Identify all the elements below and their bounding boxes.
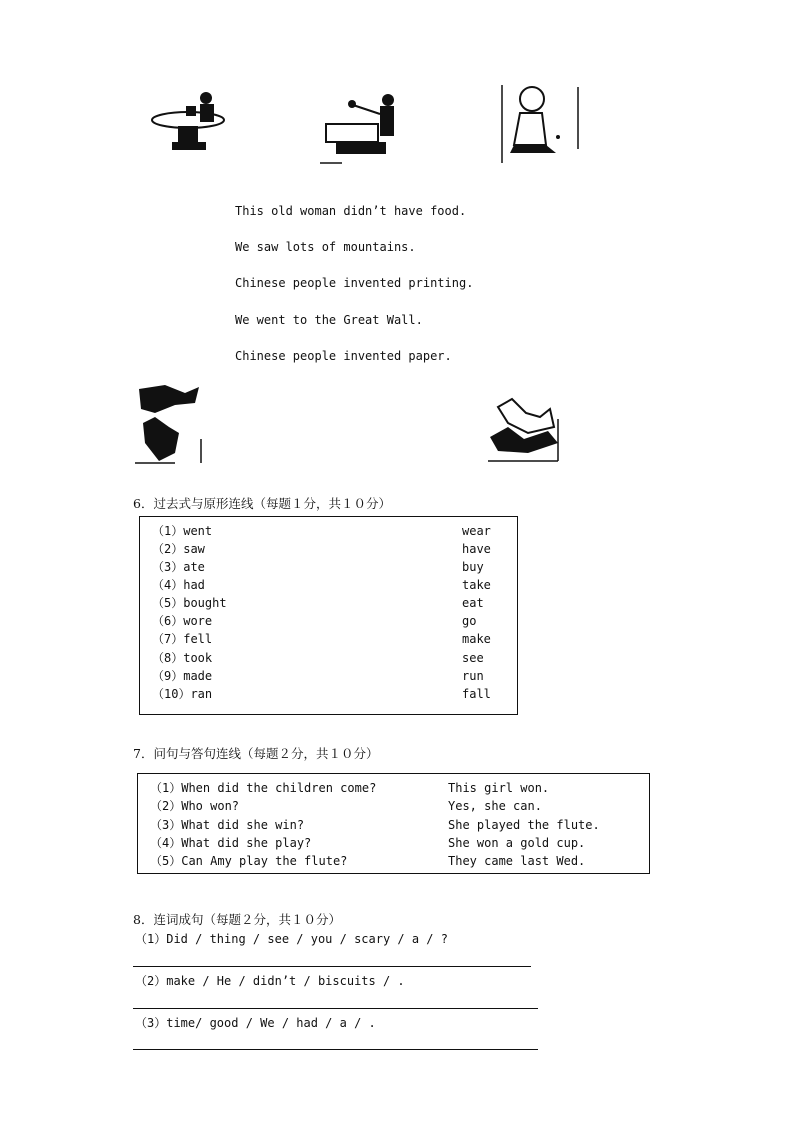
s6-left-9: （9）made bbox=[152, 669, 213, 683]
s6-right-10: fall bbox=[462, 687, 491, 701]
s7-question-2: （2）Who won? bbox=[150, 799, 240, 813]
s6-left-7: （7）fell bbox=[152, 632, 213, 646]
s7-answer-1: This girl won. bbox=[448, 781, 550, 795]
s6-right-9: run bbox=[462, 669, 484, 683]
s7-question-3: （3）What did she win? bbox=[150, 818, 305, 832]
s6-right-4: take bbox=[462, 578, 491, 592]
s6-left-5: （5）bought bbox=[152, 596, 227, 610]
section-6-title: 6．过去式与原形连线（每题１分，共１０分） bbox=[133, 496, 391, 511]
s8-item-1: （1）Did / thing / see / you / scary / a / ? bbox=[135, 932, 448, 946]
s6-right-7: make bbox=[462, 632, 491, 646]
mountains-image bbox=[135, 383, 207, 465]
old-woman-image bbox=[500, 83, 582, 165]
s7-question-1: （1）When did the children come? bbox=[150, 781, 377, 795]
s6-left-6: （6）wore bbox=[152, 614, 213, 628]
sentence-5: Chinese people invented paper. bbox=[235, 349, 452, 363]
s6-left-10: （10）ran bbox=[152, 687, 213, 701]
section-7-title: 7．问句与答句连线（每题２分，共１０分） bbox=[133, 746, 379, 761]
s6-right-8: see bbox=[462, 651, 484, 665]
s8-answer-line-2[interactable] bbox=[133, 1008, 538, 1009]
s6-left-3: （3）ate bbox=[152, 560, 205, 574]
s6-left-4: （4）had bbox=[152, 578, 205, 592]
section-8-title: 8．连词成句（每题２分，共１０分） bbox=[133, 912, 341, 927]
table-figure-image bbox=[150, 88, 230, 158]
s7-answer-4: She won a gold cup. bbox=[448, 836, 586, 850]
sentence-1: This old woman didn’t have food. bbox=[235, 204, 467, 218]
s6-left-1: （1）went bbox=[152, 524, 213, 538]
s7-question-4: （4）What did she play? bbox=[150, 836, 312, 850]
s8-item-3: （3）time/ good / We / had / a / . bbox=[135, 1016, 376, 1030]
s6-right-2: have bbox=[462, 542, 491, 556]
printing-figure-image bbox=[320, 90, 400, 165]
sentence-4: We went to the Great Wall. bbox=[235, 313, 423, 327]
s8-item-2: （2）make / He / didn’t / biscuits / . bbox=[135, 974, 405, 988]
s6-right-5: eat bbox=[462, 596, 484, 610]
s8-answer-line-3[interactable] bbox=[133, 1049, 538, 1050]
s7-answer-2: Yes, she can. bbox=[448, 799, 542, 813]
great-wall-image bbox=[488, 397, 560, 463]
sentence-3: Chinese people invented printing. bbox=[235, 276, 474, 290]
s6-right-3: buy bbox=[462, 560, 484, 574]
s7-answer-3: She played the flute. bbox=[448, 818, 600, 832]
s7-answer-5: They came last Wed. bbox=[448, 854, 586, 868]
s6-left-8: （8）took bbox=[152, 651, 213, 665]
s6-left-2: （2）saw bbox=[152, 542, 205, 556]
sentence-2: We saw lots of mountains. bbox=[235, 240, 416, 254]
s6-right-1: wear bbox=[462, 524, 491, 538]
s6-right-6: go bbox=[462, 614, 477, 628]
s8-answer-line-1[interactable] bbox=[133, 966, 531, 967]
s7-question-5: （5）Can Amy play the flute? bbox=[150, 854, 348, 868]
